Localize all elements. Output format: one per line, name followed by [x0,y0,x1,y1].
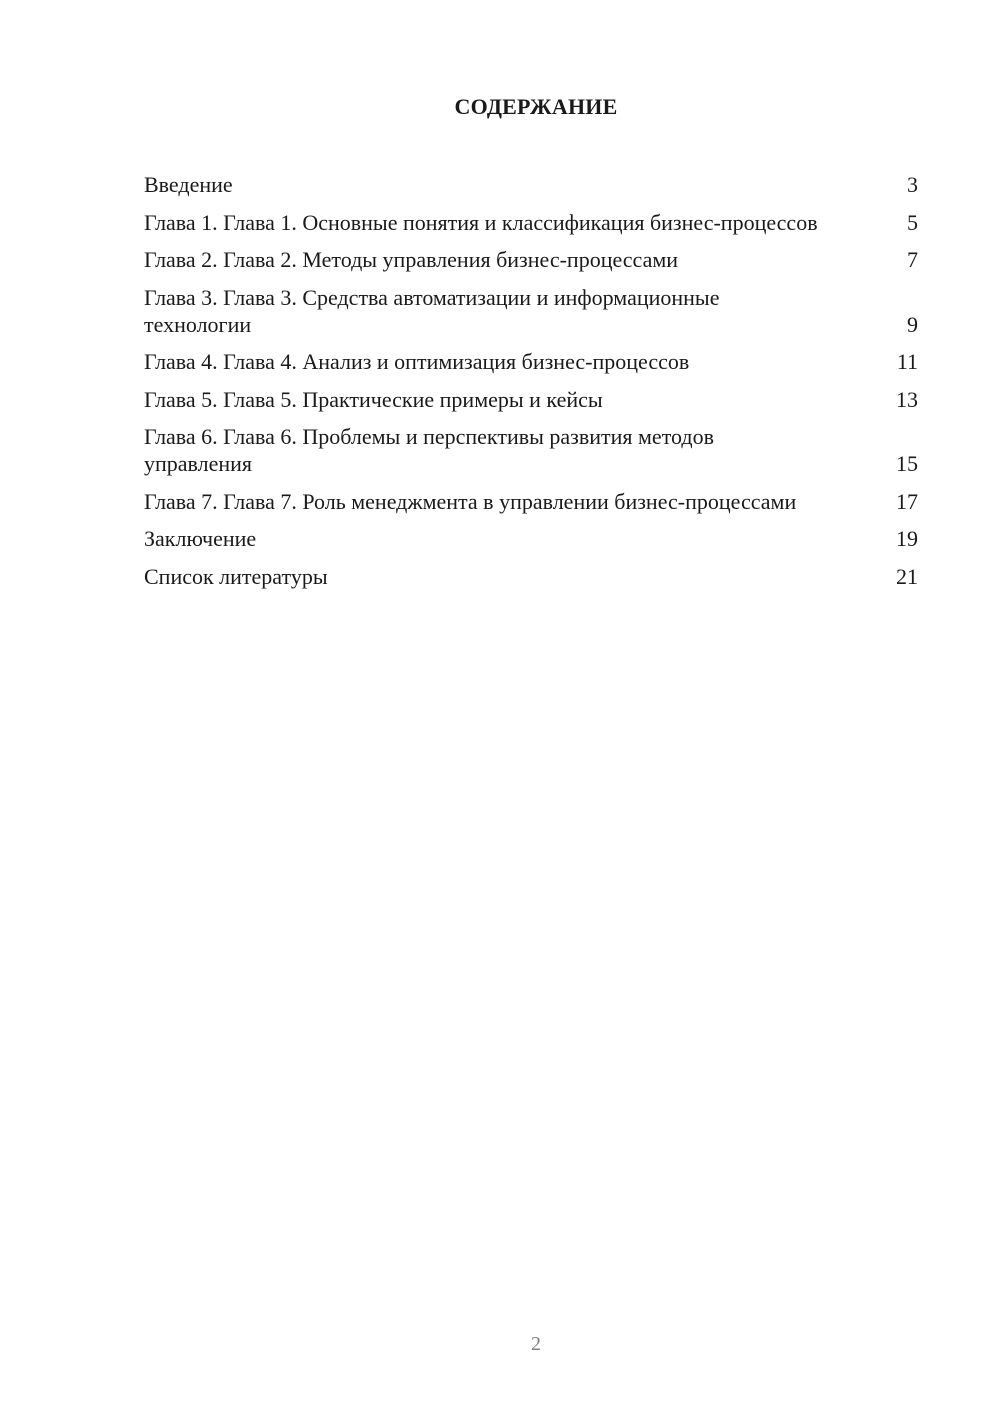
page-number: 2 [531,1333,541,1355]
toc-entry-page-number: 5 [907,209,918,235]
toc-entry-page-number: 11 [896,349,918,374]
toc-entry-chapter-2[interactable] [144,246,918,273]
toc-entry-title: Глава 3. Глава 3. Средства автоматизации и информационные технологии [144,284,720,337]
toc-entry-chapter-4[interactable] [144,348,918,375]
toc-entry-page-number: 9 [907,311,918,337]
toc-entry-title: Глава 7. Глава 7. Роль менеджмента в управлении бизнес-процессами [144,488,797,514]
toc-entry-page-number: 17 [896,488,918,514]
toc-entry-page-number: 21 [896,563,918,589]
toc-entry-chapter-6[interactable] [144,423,918,477]
toc-entry-chapter-7[interactable] [144,488,918,515]
toc-entry-page-number: 13 [896,386,918,412]
toc-entry-title: Глава 6. Глава 6. Проблемы и перспективы развития методов управления [144,424,714,476]
toc-entry-title: Глава 4. Глава 4. Анализ и оптимизация бизнес-процессов [144,349,690,374]
toc-entry-title: Глава 2. Глава 2. Методы управления бизнес-процессами [144,247,679,272]
toc-entry-chapter-3[interactable] [144,284,918,338]
toc-entry-page-number: 19 [896,526,918,551]
toc-entry-page-number: 7 [907,247,918,272]
toc-entry-title: Список литературы [144,563,328,589]
toc-entry-chapter-1[interactable] [144,209,918,236]
toc-entry-conclusion[interactable] [144,525,918,552]
toc-heading: СОДЕРЖАНИЕ [454,94,618,119]
toc-entry-page-number: 15 [896,451,918,476]
toc-entry-introduction[interactable] [144,171,918,198]
toc-entry-title: Глава 1. Глава 1. Основные понятия и классификация бизнес-процессов [144,209,818,235]
toc-entry-chapter-5[interactable] [144,386,918,413]
toc-entry-title: Введение [144,172,233,197]
toc-entry-title: Заключение [144,526,257,551]
toc-entry-page-number: 3 [907,172,918,197]
table-of-contents [144,171,918,600]
toc-entry-references[interactable] [144,563,918,590]
toc-entry-title: Глава 5. Глава 5. Практические примеры и кейсы [144,386,603,412]
